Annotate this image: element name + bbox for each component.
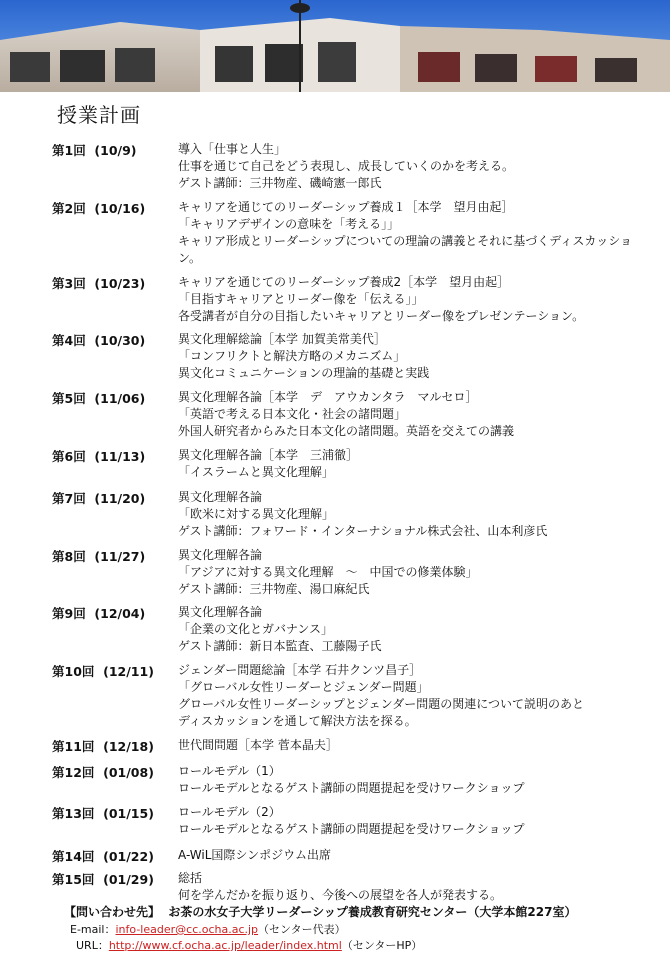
- session-number: 第14回 (01/22): [52, 849, 154, 864]
- session-title: 導入「仕事と人生」: [178, 142, 287, 156]
- session-number: 第11回 (12/18): [52, 739, 154, 754]
- session-description: 「イスラームと異文化理解」: [178, 465, 334, 479]
- session-number: 第15回 (01/29): [52, 872, 154, 887]
- session-title: ロールモデル（2）: [178, 805, 281, 819]
- session-description: 仕事を通じて自己をどう表現し、成長していくのかを考える。: [178, 159, 515, 173]
- email-link[interactable]: info-leader@cc.ocha.ac.jp: [115, 923, 259, 936]
- session-description: 各受講者が自分の目指したいキャリアとリーダー像をプレゼンテーション。: [178, 309, 585, 323]
- session-description: ゲスト講師：三井物産、磯崎憲一郎氏: [178, 176, 382, 190]
- session-description: ロールモデルとなるゲスト講師の問題提起を受けワークショップ: [178, 781, 525, 795]
- url-link[interactable]: http://www.cf.ocha.ac.jp/leader/index.html: [108, 939, 342, 952]
- session-details: [178, 274, 648, 325]
- session-details: [178, 604, 648, 655]
- session-details: [178, 331, 648, 382]
- session-title: A-WiL国際シンポジウム出席: [178, 848, 331, 862]
- email-label: E-mail：: [70, 923, 116, 936]
- url-note: （センターHP）: [341, 939, 423, 952]
- session-description: ロールモデルとなるゲスト講師の問題提起を受けワークショップ: [178, 822, 525, 836]
- session-number: 第7回 (11/20): [52, 491, 146, 506]
- session-description: 「英語で考える日本文化・社会の諸問題」: [178, 407, 407, 421]
- session-details: [178, 847, 648, 864]
- session-title: 異文化理解各論: [178, 548, 263, 562]
- session-details: [178, 547, 648, 598]
- session-number: 第4回 (10/30): [52, 333, 146, 348]
- url-label: URL：: [76, 939, 109, 952]
- session-description: 何を学んだかを振り返り、今後への展望を各人が発表する。: [178, 888, 503, 902]
- session-details: [178, 199, 648, 267]
- session-title: キャリアを通じてのリーダーシップ養成2［本学 望月由起］: [178, 275, 510, 289]
- session-title: 異文化理解各論［本学 デ アウカンタラ マルセロ］: [178, 390, 478, 404]
- contact-organization: [64, 903, 576, 920]
- session-description: ディスカッションを通して解決方法を探る。: [178, 714, 417, 728]
- session-number: 第6回 (11/13): [52, 449, 146, 464]
- session-description: ゲスト講師：フォワード・インターナショナル株式会社、山本利彦氏: [178, 524, 548, 538]
- session-details: [178, 662, 648, 730]
- session-title: 異文化理解各論: [178, 490, 263, 504]
- session-number: 第12回 (01/08): [52, 765, 154, 780]
- session-description: 「グローバル女性リーダーとジェンダー問題」: [178, 680, 429, 694]
- session-number: 第13回 (01/15): [52, 806, 154, 821]
- session-description: キャリア形成とリーダーシップについての理論の講義とそれに基づくディスカッション。: [178, 234, 632, 265]
- contact-heading: 【問い合わせ先】: [64, 905, 161, 919]
- session-description: 異文化コミュニケーションの理論的基礎と実践: [178, 366, 430, 380]
- session-details: [178, 489, 648, 540]
- session-title: ジェンダー問題総論［本学 石井クンツ昌子］: [178, 663, 422, 677]
- session-details: [178, 389, 648, 440]
- session-description: ゲスト講師：三井物産、湯口麻紀氏: [178, 582, 370, 596]
- session-description: 「欧米に対する異文化理解」: [178, 507, 335, 521]
- email-note: （センター代表）: [258, 923, 346, 936]
- contact-org-name: お茶の水女子大学リーダーシップ養成教育研究センター（大学本館227室）: [168, 905, 577, 919]
- session-number: 第1回 (10/9): [52, 143, 137, 158]
- session-title: キャリアを通じてのリーダーシップ養成１［本学 望月由起］: [178, 200, 514, 214]
- session-details: [178, 804, 648, 838]
- contact-url-row: [76, 937, 422, 953]
- session-number: 第2回 (10/16): [52, 201, 146, 216]
- session-number: 第3回 (10/23): [52, 276, 146, 291]
- session-details: [178, 447, 648, 481]
- session-details: [178, 737, 648, 754]
- session-title: 総括: [178, 871, 203, 885]
- page-title: 授業計画: [57, 103, 141, 127]
- session-number: 第10回 (12/11): [52, 664, 154, 679]
- session-description: グローバル女性リーダーシップとジェンダー問題の関連について説明のあと: [178, 697, 584, 711]
- session-details: [178, 763, 648, 797]
- session-title: 異文化理解各論: [178, 605, 263, 619]
- session-details: [178, 870, 648, 904]
- session-description: ゲスト講師：新日本監査、工藤陽子氏: [178, 639, 382, 653]
- session-title: 異文化理解各論［本学 三浦徹］: [178, 448, 359, 462]
- building-illustration: [0, 0, 670, 92]
- session-title: 世代間問題［本学 菅本晶夫］: [178, 738, 338, 752]
- session-description: 「キャリアデザインの意味を「考える」」: [178, 217, 400, 231]
- session-details: [178, 141, 648, 192]
- session-description: 「目指すキャリアとリーダー像を「伝える」」: [178, 292, 424, 306]
- session-description: 外国人研究者からみた日本文化の諸問題。英語を交えての講義: [178, 424, 515, 438]
- header-banner-photo: [0, 0, 670, 92]
- session-number: 第5回 (11/06): [52, 391, 146, 406]
- session-description: 「企業の文化とガバナンス」: [178, 622, 334, 636]
- session-title: ロールモデル（1）: [178, 764, 281, 778]
- session-description: 「コンフリクトと解決方略のメカニズム」: [178, 349, 406, 363]
- session-description: 「アジアに対する異文化理解 ～ 中国での修業体験」: [178, 565, 478, 579]
- session-number: 第8回 (11/27): [52, 549, 146, 564]
- session-title: 異文化理解総論［本学 加賀美常美代］: [178, 332, 386, 346]
- session-number: 第9回 (12/04): [52, 606, 146, 621]
- contact-email-row: [70, 921, 346, 937]
